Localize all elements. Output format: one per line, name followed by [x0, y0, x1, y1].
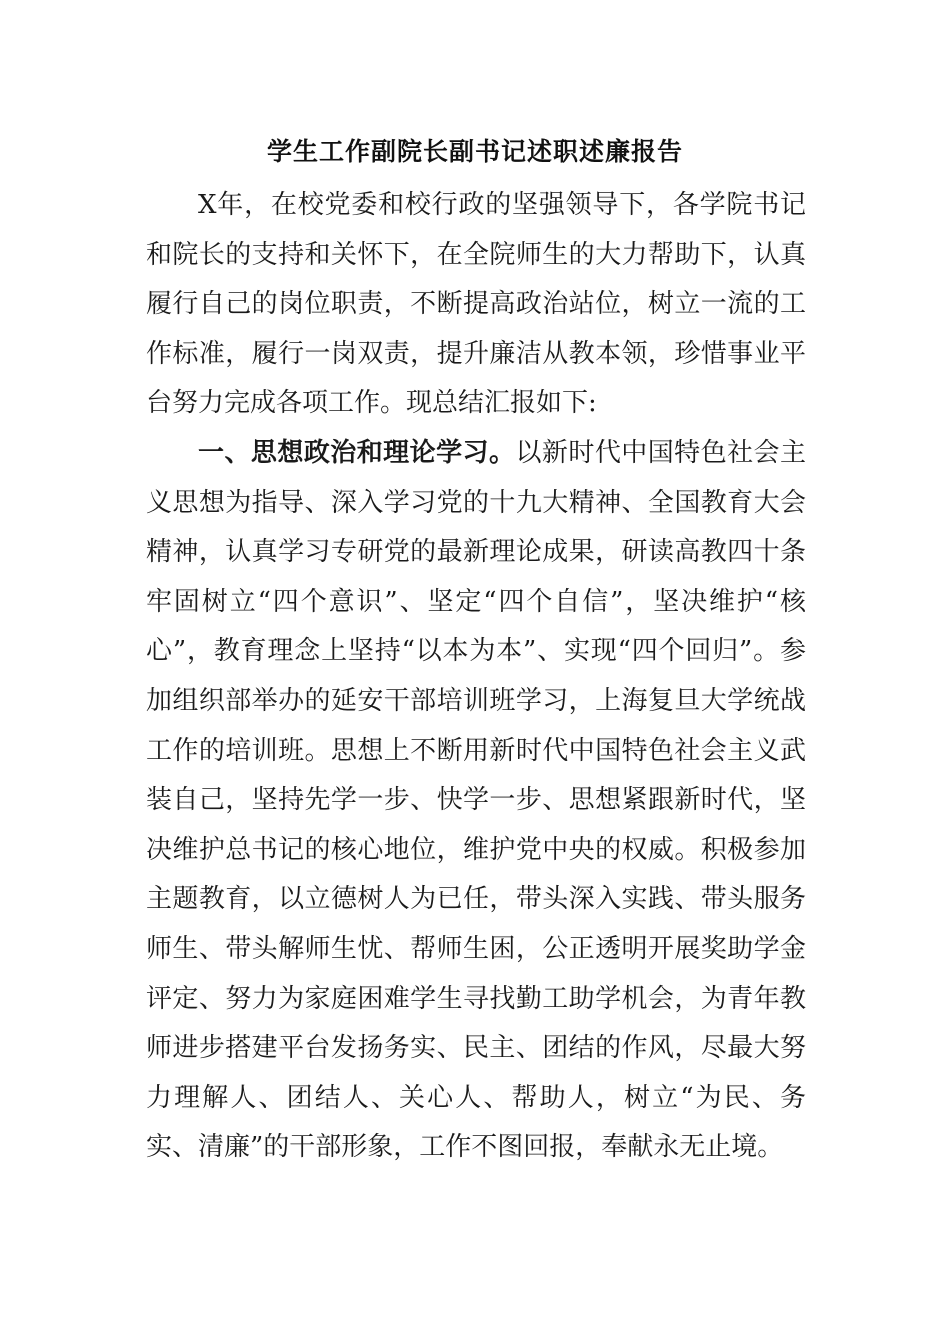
document-body — [146, 181, 806, 1173]
section-1-body: 以新时代中国特色社会主义思想为指导、深入学习党的十九大精神、全国教育大会精神，认真学习专研党的最新理论成果，研读高教四十条牢固树立“四个意识”、坚定“四个自信”，坚决维护“核心”，教育理念上坚持“以本为本”、实现“四个回归”。参加组织部举办的延安干部培训班学习，上海复旦大学统战工作的培训班。思想上不断用新时代中国特色社会主义武装自己，坚持先学一步、快学一步、思想紧跟新时代，坚决维护总书记的核心地位，维护党中央的权威。积极参加主题教育，以立德树人为已任，带头深入实践、带头服务师生、带头解师生忧、帮师生困，公正透明开展奖助学金评定、努力为家庭困难学生寻找勤工助学机会，为青年教师进步搭建平台发扬务实、民主、团结的作风，尽最大努力理解人、团结人、关心人、帮助人，树立“为民、务实、清廉”的干部形象，工作不图回报，奉献永无止境。 — [146, 437, 806, 1163]
document-title: 学生工作副院长副书记述职述廉报告 — [266, 137, 683, 166]
section-1-paragraph — [146, 429, 806, 1173]
intro-paragraph: X年，在校党委和校行政的坚强领导下，各学院书记和院长的支持和关怀下，在全院师生的大力帮助下，认真履行自己的岗位职责，不断提高政治站位，树立一流的工作标准，履行一岗双责，提升廉洁从教本领，珍惜事业平台努力完成各项工作。现总结汇报如下: — [146, 190, 806, 419]
section-1-heading: 一、思想政治和理论学习。 — [198, 437, 516, 468]
